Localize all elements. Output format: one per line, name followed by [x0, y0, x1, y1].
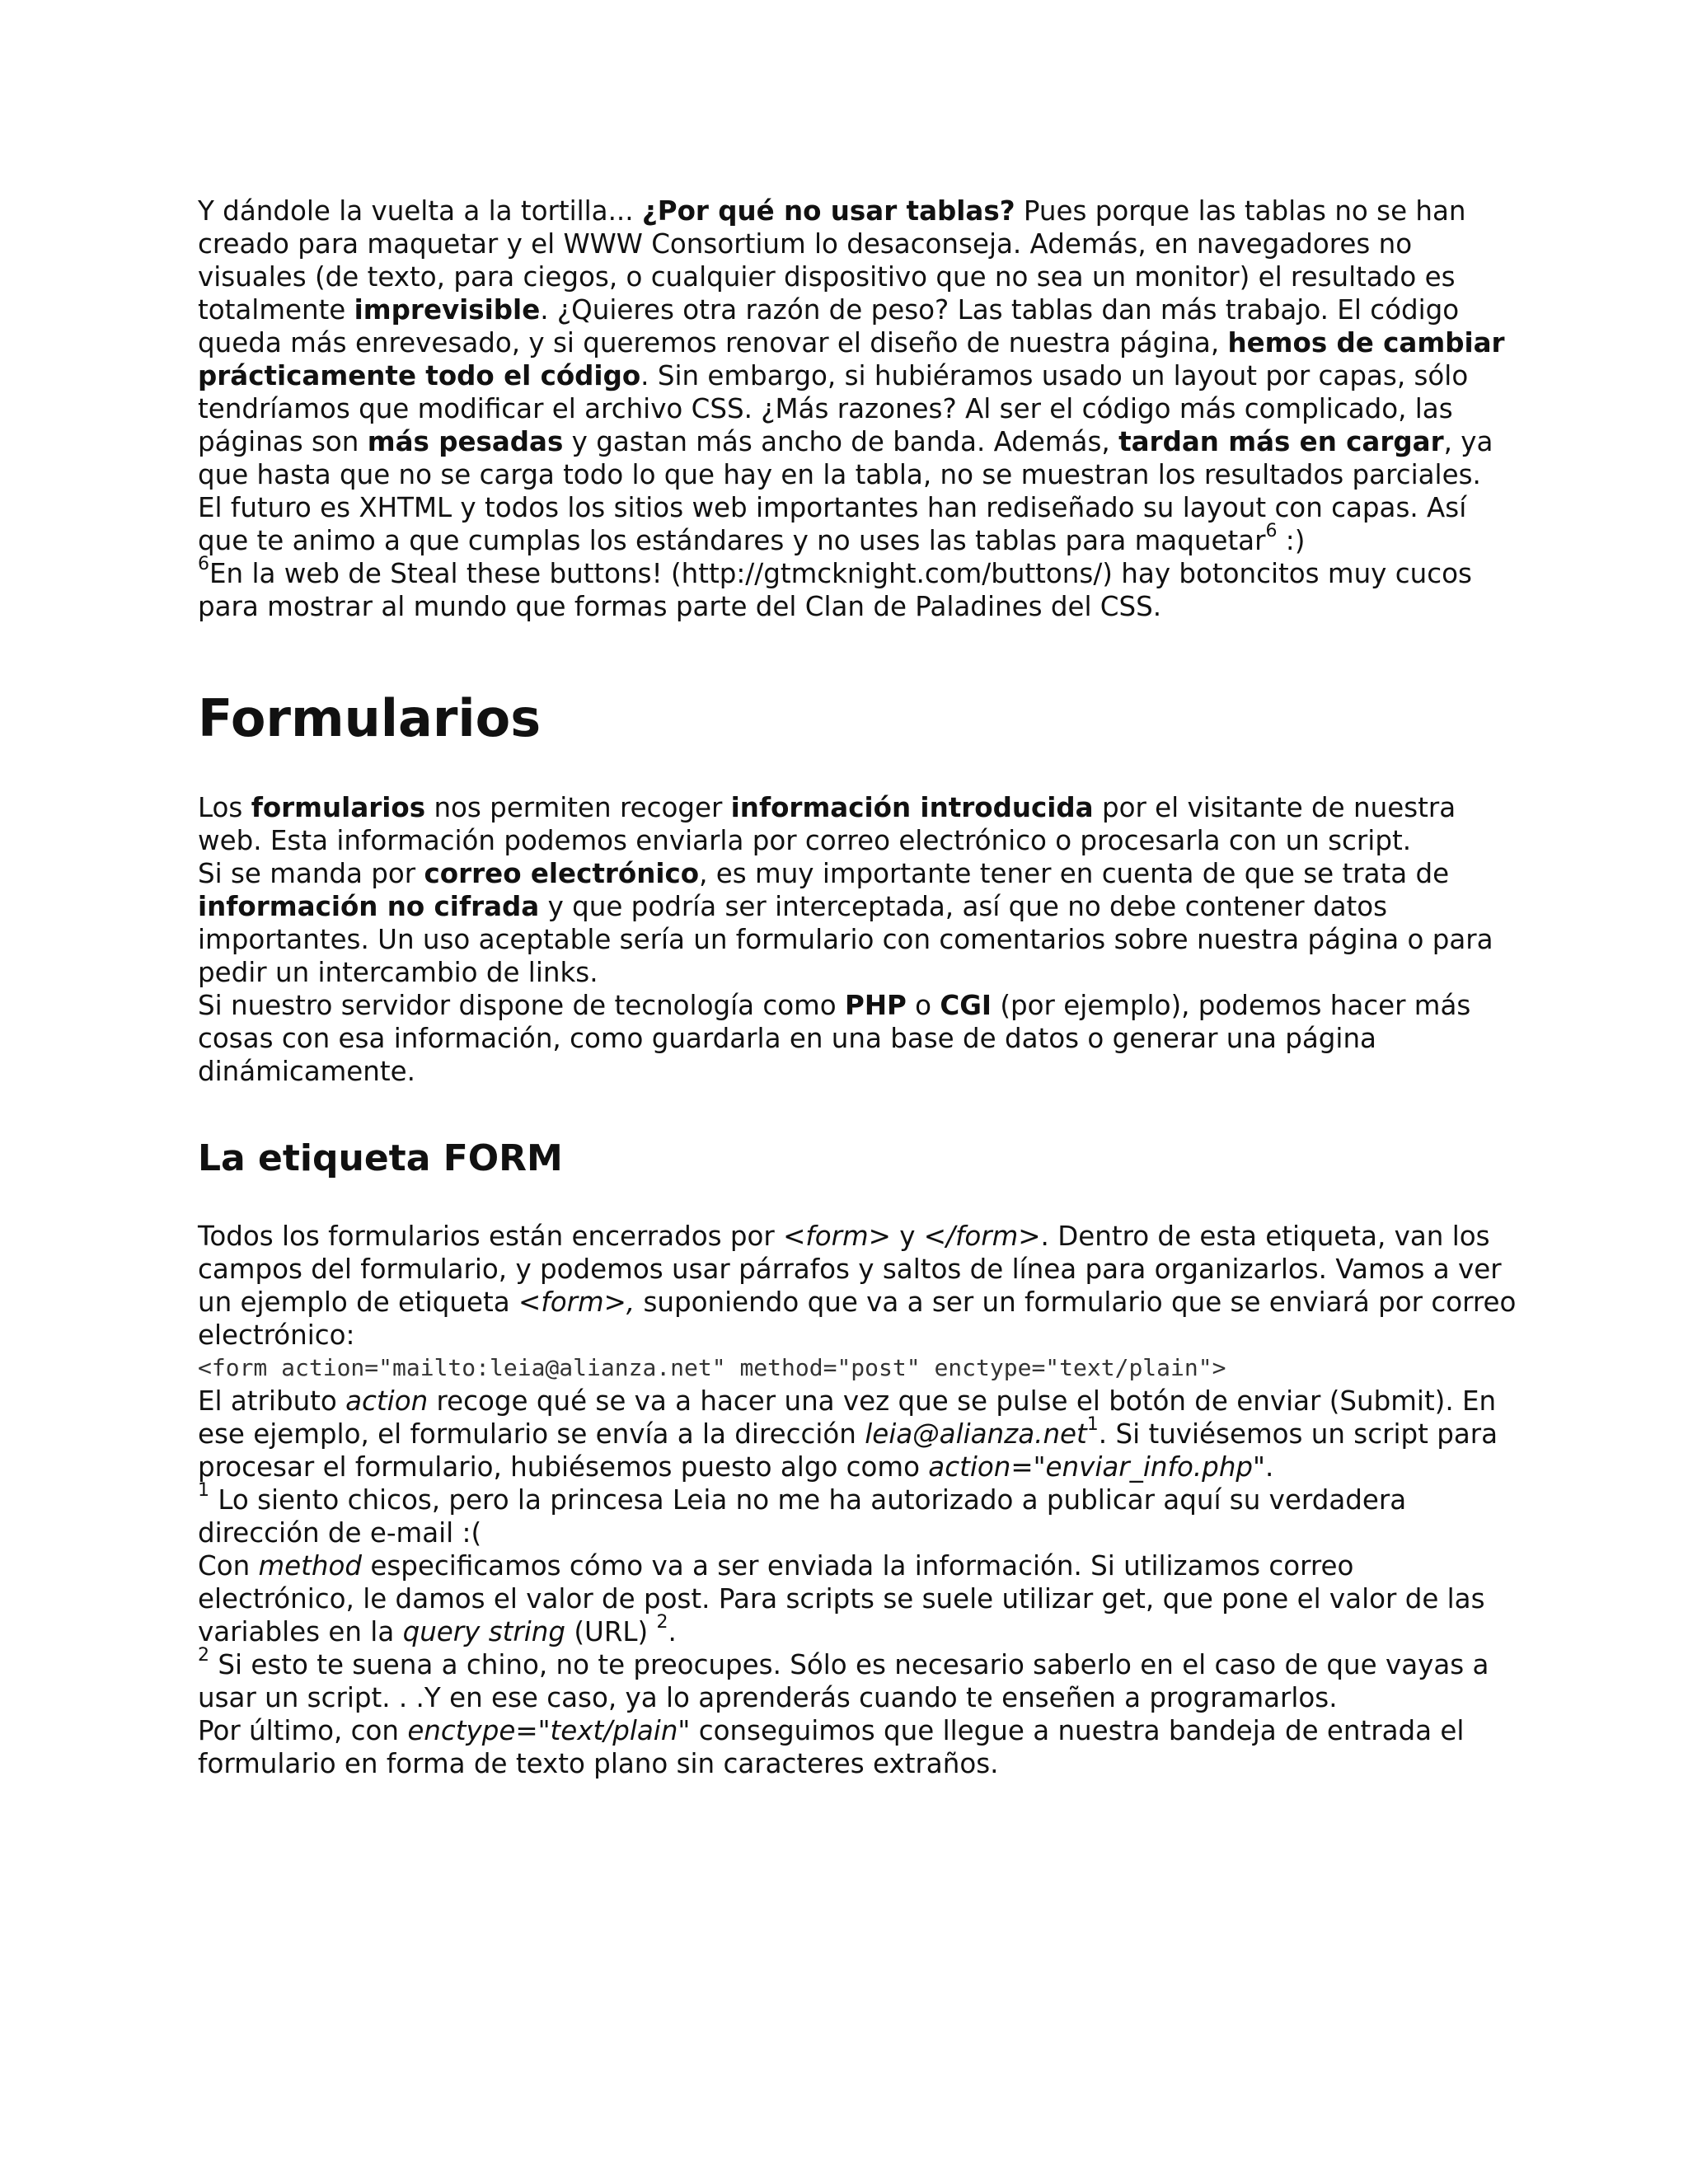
- text-run: especificamos cómo va a ser enviada la información. Si utilizamos correo electrónico, le damos el valor de post. Para scripts se suele utilizar get, que pone el valor de las variables en la: [198, 1550, 1485, 1647]
- footnote-text: Si esto te suena a chino, no te preocupes. Sólo es necesario saberlo en el caso de que vayas a usar un script. . .Y en ese caso, ya lo aprenderás cuando te enseñen a programarlos.: [198, 1649, 1489, 1713]
- text-run: , es muy importante tener en cuenta de que se trata de: [699, 858, 1450, 889]
- bold-run: formularios: [251, 792, 426, 823]
- italic-run: method: [258, 1550, 363, 1582]
- footnote-6: [198, 554, 1517, 623]
- italic-run: query string: [402, 1616, 566, 1647]
- text-run: Si se manda por: [198, 858, 424, 889]
- footnote-ref: 6: [1265, 521, 1278, 542]
- footnote-mark: 6: [198, 554, 209, 575]
- formularios-paragraph-2: [198, 857, 1517, 989]
- italic-run: leia@alianza.net: [865, 1418, 1087, 1450]
- bold-run: hemos de cambiar prácticamente todo el código: [198, 327, 1505, 391]
- text-run: .: [1265, 1451, 1274, 1483]
- text-run: Por último, con: [198, 1715, 408, 1746]
- intro-paragraph: [198, 194, 1517, 491]
- text-run: . Dentro de esta etiqueta, van los campos del formulario, y podemos usar párrafos y saltos de línea para organizarlos. Vamos a ver un ejemplo de etiqueta: [198, 1221, 1502, 1318]
- text-run: y que podría ser interceptada, así que no debe contener datos importantes. Un uso aceptable sería un formulario con comentarios sobre nuestra página o para pedir un intercambio de links.: [198, 891, 1493, 988]
- form-tag-paragraph-3: [198, 1549, 1517, 1648]
- text-run: Los: [198, 792, 251, 823]
- footnote-ref: 2: [656, 1612, 668, 1633]
- text-run: nos permiten recoger: [425, 792, 731, 823]
- formularios-paragraph-3: [198, 989, 1517, 1088]
- text-run: suponiendo que va a ser un formulario que se enviará por correo electrónico:: [198, 1286, 1517, 1351]
- document-page: [198, 194, 1517, 1780]
- italic-run: <form>: [783, 1221, 891, 1252]
- text-run: Pues porque las tablas no se han creado para maquetar y el WWW Consortium lo desaconseja. Además, en navegadores no visuales (de texto, para ciegos, o cualquier dispositivo que no sea un monitor) el resultado es totalmente: [198, 195, 1466, 326]
- text-run: :): [1277, 525, 1306, 556]
- italic-run: <form>,: [518, 1286, 635, 1318]
- text-run: . Si tuviésemos un script para procesar el formulario, hubiésemos puesto algo como: [198, 1418, 1498, 1483]
- form-tag-paragraph-2: [198, 1385, 1517, 1483]
- bold-run: PHP: [845, 990, 907, 1021]
- section-title-form-tag: La etiqueta FORM: [198, 1137, 563, 1179]
- section-title-formularios: Formularios: [198, 688, 542, 748]
- text-run: .: [668, 1616, 677, 1647]
- footnote-mark: 1: [198, 1480, 209, 1502]
- text-run: (por ejemplo), podemos hacer más cosas con esa información, como guardarla en una base de datos o generar una página dinámicamente.: [198, 990, 1471, 1087]
- bold-run: información introducida: [730, 792, 1094, 823]
- text-run: conseguimos que llegue a nuestra bandeja de entrada el formulario en forma de texto plano sin caracteres extraños.: [198, 1715, 1465, 1779]
- text-run: . Sin embargo, si hubiéramos usado un layout por capas, sólo tendríamos que modificar el archivo CSS. ¿Más razones? Al ser el código más complicado, las páginas son: [198, 360, 1469, 457]
- text-run: y gastan más ancho de banda. Además,: [563, 426, 1119, 457]
- text-run: Todos los formularios están encerrados por: [198, 1221, 784, 1252]
- bold-run: imprevisible: [354, 294, 541, 326]
- text-run: por el visitante de nuestra web. Esta información podemos enviarla por correo electrónico o procesarla con un script.: [198, 792, 1456, 856]
- footnote-2: [198, 1645, 1517, 1714]
- text-run: El atributo: [198, 1385, 346, 1417]
- text-run: Si nuestro servidor dispone de tecnología como: [198, 990, 845, 1021]
- text-run: o: [906, 990, 940, 1021]
- text-run: . ¿Quieres otra razón de peso? Las tablas dan más trabajo. El código queda más enrevesado, y si queremos renovar el diseño de nuestra página,: [198, 294, 1460, 359]
- text-run: El futuro es XHTML y todos los sitios web importantes han rediseñado su layout con capas. Así que te animo a que cumplas los estándares y no uses las tablas para maquetar: [198, 492, 1467, 556]
- italic-run: action: [345, 1385, 429, 1417]
- bold-run: información no cifrada: [198, 891, 540, 922]
- text-run: y: [890, 1221, 924, 1252]
- form-tag-paragraph-1: [198, 1220, 1517, 1352]
- bold-run: correo electrónico: [424, 858, 700, 889]
- bold-run: tardan más en cargar: [1118, 426, 1444, 457]
- italic-run: action="enviar_info.php": [928, 1451, 1265, 1483]
- bold-run: más pesadas: [367, 426, 564, 457]
- text-run: recoge qué se va a hacer una vez que se pulse el botón de enviar (Submit). En ese ejemplo, el formulario se envía a la dirección: [198, 1385, 1497, 1450]
- italic-run: </form>: [923, 1221, 1041, 1252]
- footnote-1: [198, 1480, 1517, 1549]
- form-tag-paragraph-4: [198, 1714, 1517, 1780]
- text-run: Con: [198, 1550, 259, 1582]
- formularios-paragraph-1: [198, 791, 1517, 857]
- footnote-text: Lo siento chicos, pero la princesa Leia no me ha autorizado a publicar aquí su verdadera dirección de e-mail :(: [198, 1484, 1407, 1549]
- footnote-ref: 1: [1086, 1414, 1099, 1436]
- text-run: , ya que hasta que no se carga todo lo que hay en la tabla, no se muestran los resultados parciales.: [198, 426, 1493, 490]
- footnote-mark: 2: [198, 1645, 209, 1666]
- italic-run: enctype="text/plain": [407, 1715, 691, 1746]
- code-example: <form action="mailto:leia@alianza.net" method="post" enctype="text/plain">: [198, 1354, 1226, 1381]
- text-run: Y dándole la vuelta a la tortilla...: [198, 195, 642, 227]
- footnote-text: En la web de Steal these buttons! (http://gtmcknight.com/buttons/) hay botoncitos muy cucos para mostrar al mundo que formas parte del Clan de Paladines del CSS.: [198, 558, 1472, 622]
- bold-run: ¿Por qué no usar tablas?: [641, 195, 1015, 227]
- future-paragraph: [198, 491, 1517, 557]
- text-run: (URL): [565, 1616, 657, 1647]
- bold-run: CGI: [940, 990, 992, 1021]
